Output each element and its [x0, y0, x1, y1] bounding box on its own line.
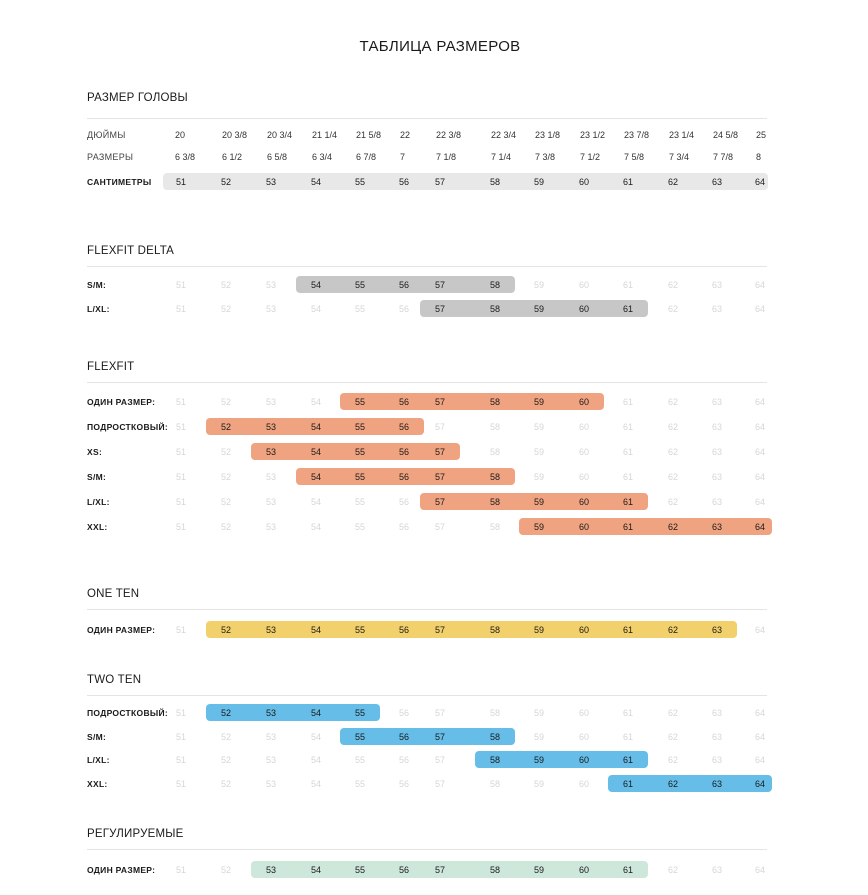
cell-size-5: 7: [400, 152, 406, 162]
row-label-delta-0: S/M:: [87, 280, 107, 290]
size-cell: 59: [533, 755, 545, 765]
size-cell: 64: [754, 472, 766, 482]
section-title-flexfit: FLEXFIT: [87, 361, 135, 373]
size-cell: 52: [220, 865, 232, 875]
size-cell: 53: [265, 497, 277, 507]
size-cell: 52: [220, 708, 232, 718]
size-cell: 54: [310, 472, 322, 482]
size-cell: 57: [434, 397, 446, 407]
size-cell: 61: [622, 280, 634, 290]
cell-size-7: 7 1/4: [491, 152, 512, 162]
size-cell: 54: [310, 447, 322, 457]
size-cell: 64: [754, 865, 766, 875]
size-cell: 59: [533, 778, 545, 789]
size-cell: 56: [398, 472, 410, 482]
size-cell: 51: [175, 778, 187, 789]
size-cell: 55: [354, 422, 366, 432]
size-cell: 64: [754, 708, 766, 718]
size-cell: 61: [622, 497, 634, 507]
size-cell: 53: [265, 472, 277, 482]
section-divider: [87, 118, 767, 119]
size-cell: 62: [667, 708, 679, 718]
size-cell: 63: [711, 865, 723, 875]
size-cell: 60: [578, 625, 590, 635]
size-cell: 59: [533, 280, 545, 290]
size-cell: 52: [220, 778, 232, 789]
cell-size-12: 7 7/8: [713, 152, 734, 162]
size-cell: 64: [754, 778, 766, 789]
size-cell: 58: [489, 304, 501, 314]
size-cell: 60: [578, 422, 590, 432]
size-cell: 64: [754, 447, 766, 457]
size-cell: 61: [622, 755, 634, 765]
size-cell: 51: [175, 522, 187, 532]
size-cell: 58: [489, 755, 501, 765]
size-cell: 56: [398, 497, 410, 507]
size-cell: 64: [754, 731, 766, 742]
size-cell: 60: [578, 397, 590, 407]
size-cell: 64: [754, 625, 766, 635]
size-cell: 58: [489, 447, 501, 457]
size-cell: 54: [310, 397, 322, 407]
size-cell: 63: [711, 708, 723, 718]
size-cell: 60: [578, 472, 590, 482]
size-cell: 59: [533, 447, 545, 457]
size-cell: 54: [310, 625, 322, 635]
size-cell: 52: [220, 731, 232, 742]
cell-size-11: 7 3/4: [669, 152, 690, 162]
cell-inch-3: 21 1/4: [312, 130, 338, 140]
cm-cell: 54: [310, 177, 322, 187]
size-cell: 57: [434, 865, 446, 875]
row-label-inches: ДЮЙМЫ: [87, 130, 126, 140]
size-cell: 57: [434, 731, 446, 742]
size-cell: 61: [622, 522, 634, 532]
cell-size-2: 6 5/8: [267, 152, 288, 162]
size-cell: 58: [489, 497, 501, 507]
size-cell: 55: [354, 708, 366, 718]
size-cell: 56: [398, 865, 410, 875]
size-cell: 59: [533, 497, 545, 507]
cell-inch-10: 23 7/8: [624, 130, 650, 140]
size-cell: 59: [533, 731, 545, 742]
fit-band-twoten-1: [340, 728, 515, 745]
size-cell: 63: [711, 755, 723, 765]
fit-band-flexfit-0: [340, 393, 604, 410]
size-cell: 59: [533, 708, 545, 718]
size-cell: 51: [175, 397, 187, 407]
cell-size-6: 7 1/8: [436, 152, 457, 162]
size-cell: 59: [533, 522, 545, 532]
size-cell: 51: [175, 865, 187, 875]
cm-cell: 60: [578, 177, 590, 187]
page-title: ТАБЛИЦА РАЗМЕРОВ: [359, 38, 521, 55]
cell-inch-7: 22 3/4: [491, 130, 517, 140]
size-cell: 61: [622, 731, 634, 742]
fit-band-flexfit-5: [519, 518, 772, 535]
cell-size-10: 7 5/8: [624, 152, 645, 162]
cell-inch-6: 22 3/8: [436, 130, 462, 140]
row-label-flexfit-4: L/XL:: [87, 497, 110, 507]
size-cell: 64: [754, 280, 766, 290]
cm-cell: 63: [711, 177, 723, 187]
size-cell: 61: [622, 472, 634, 482]
size-cell: 55: [354, 472, 366, 482]
cm-cell: 58: [489, 177, 501, 187]
cell-size-3: 6 3/4: [312, 152, 333, 162]
size-cell: 59: [533, 625, 545, 635]
size-cell: 56: [398, 397, 410, 407]
cell-inch-12: 24 5/8: [713, 130, 739, 140]
row-label-oneten-0: ОДИН РАЗМЕР:: [87, 625, 156, 635]
cell-size-1: 6 1/2: [222, 152, 243, 162]
size-cell: 63: [711, 522, 723, 532]
cm-cell: 51: [175, 177, 187, 187]
size-cell: 53: [265, 304, 277, 314]
row-label-centimeters: САНТИМЕТРЫ: [87, 177, 152, 187]
cell-inch-1: 20 3/8: [222, 130, 248, 140]
size-cell: 63: [711, 422, 723, 432]
size-cell: 54: [310, 280, 322, 290]
size-cell: 62: [667, 778, 679, 789]
size-cell: 57: [434, 497, 446, 507]
size-cell: 57: [434, 422, 446, 432]
row-label-twoten-2: L/XL:: [87, 755, 110, 765]
size-cell: 52: [220, 280, 232, 290]
size-cell: 53: [265, 708, 277, 718]
size-cell: 62: [667, 755, 679, 765]
size-cell: 63: [711, 778, 723, 789]
size-cell: 55: [354, 280, 366, 290]
size-cell: 55: [354, 865, 366, 875]
size-cell: 58: [489, 522, 501, 532]
size-cell: 62: [667, 625, 679, 635]
size-cell: 57: [434, 280, 446, 290]
size-cell: 63: [711, 472, 723, 482]
size-cell: 53: [265, 778, 277, 789]
cm-cell: 62: [667, 177, 679, 187]
size-cell: 63: [711, 397, 723, 407]
size-cell: 56: [398, 778, 410, 789]
cell-size-13: 8: [756, 152, 762, 162]
size-cell: 53: [265, 625, 277, 635]
size-cell: 55: [354, 625, 366, 635]
size-cell: 55: [354, 497, 366, 507]
size-cell: 57: [434, 778, 446, 789]
cell-inch-11: 23 1/4: [669, 130, 695, 140]
size-cell: 60: [578, 447, 590, 457]
size-cell: 59: [533, 304, 545, 314]
cell-inch-13: 25: [756, 130, 767, 140]
cm-cell: 56: [398, 177, 410, 187]
size-cell: 62: [667, 472, 679, 482]
size-cell: 58: [489, 422, 501, 432]
cell-inch-2: 20 3/4: [267, 130, 293, 140]
section-title-head-size: РАЗМЕР ГОЛОВЫ: [87, 92, 188, 104]
size-cell: 61: [622, 865, 634, 875]
size-cell: 57: [434, 304, 446, 314]
size-cell: 54: [310, 778, 322, 789]
size-cell: 60: [578, 731, 590, 742]
row-label-adjustable-0: ОДИН РАЗМЕР:: [87, 865, 156, 875]
cell-size-9: 7 1/2: [580, 152, 601, 162]
section-title-adjustable: РЕГУЛИРУЕМЫЕ: [87, 828, 184, 840]
size-cell: 54: [310, 522, 322, 532]
size-cell: 61: [622, 304, 634, 314]
row-label-flexfit-0: ОДИН РАЗМЕР:: [87, 397, 156, 407]
section-title-twoten: TWO TEN: [87, 674, 142, 686]
size-cell: 60: [578, 280, 590, 290]
size-cell: 64: [754, 397, 766, 407]
size-cell: 53: [265, 280, 277, 290]
size-cell: 53: [265, 522, 277, 532]
size-cell: 51: [175, 755, 187, 765]
size-cell: 52: [220, 447, 232, 457]
size-cell: 51: [175, 280, 187, 290]
size-cell: 52: [220, 397, 232, 407]
size-cell: 51: [175, 304, 187, 314]
size-cell: 57: [434, 708, 446, 718]
size-cell: 58: [489, 625, 501, 635]
cm-cell: 55: [354, 177, 366, 187]
size-cell: 61: [622, 625, 634, 635]
cm-cell: 59: [533, 177, 545, 187]
size-cell: 62: [667, 522, 679, 532]
size-cell: 54: [310, 755, 322, 765]
size-cell: 60: [578, 708, 590, 718]
size-cell: 55: [354, 778, 366, 789]
fit-band-twoten-0: [206, 704, 380, 721]
size-cell: 57: [434, 472, 446, 482]
size-cell: 51: [175, 472, 187, 482]
size-cell: 64: [754, 522, 766, 532]
size-cell: 53: [265, 865, 277, 875]
section-title-delta: FLEXFIT DELTA: [87, 245, 174, 257]
size-cell: 54: [310, 304, 322, 314]
cell-inch-9: 23 1/2: [580, 130, 606, 140]
section-divider-oneten: [87, 609, 767, 610]
size-cell: 63: [711, 304, 723, 314]
section-divider-twoten: [87, 695, 767, 696]
size-cell: 56: [398, 304, 410, 314]
size-cell: 58: [489, 397, 501, 407]
size-cell: 59: [533, 865, 545, 875]
size-cell: 54: [310, 731, 322, 742]
section-divider-flexfit: [87, 382, 767, 383]
size-cell: 60: [578, 522, 590, 532]
row-label-delta-1: L/XL:: [87, 304, 110, 314]
size-cell: 52: [220, 755, 232, 765]
size-cell: 59: [533, 397, 545, 407]
size-cell: 62: [667, 497, 679, 507]
row-label-flexfit-2: XS:: [87, 447, 103, 457]
cell-inch-5: 22: [400, 130, 411, 140]
size-cell: 54: [310, 422, 322, 432]
size-cell: 58: [489, 708, 501, 718]
cell-size-8: 7 3/8: [535, 152, 556, 162]
size-cell: 62: [667, 304, 679, 314]
cell-inch-8: 23 1/8: [535, 130, 561, 140]
size-cell: 58: [489, 280, 501, 290]
size-cell: 56: [398, 625, 410, 635]
size-cell: 57: [434, 755, 446, 765]
size-cell: 59: [533, 472, 545, 482]
size-cell: 60: [578, 755, 590, 765]
row-label-flexfit-1: ПОДРОСТКОВЫЙ:: [87, 422, 169, 432]
size-cell: 61: [622, 447, 634, 457]
size-cell: 62: [667, 447, 679, 457]
row-label-flexfit-3: S/M:: [87, 472, 107, 482]
size-cell: 61: [622, 778, 634, 789]
size-cell: 63: [711, 625, 723, 635]
size-cell: 51: [175, 447, 187, 457]
size-cell: 56: [398, 280, 410, 290]
size-cell: 54: [310, 497, 322, 507]
size-cell: 56: [398, 522, 410, 532]
cm-cell: 53: [265, 177, 277, 187]
size-cell: 60: [578, 304, 590, 314]
size-cell: 64: [754, 497, 766, 507]
row-label-twoten-1: S/M:: [87, 731, 107, 742]
size-cell: 58: [489, 865, 501, 875]
size-cell: 62: [667, 397, 679, 407]
size-cell: 53: [265, 447, 277, 457]
cm-cell: 61: [622, 177, 634, 187]
size-cell: 56: [398, 731, 410, 742]
size-cell: 59: [533, 422, 545, 432]
size-cell: 56: [398, 708, 410, 718]
size-cell: 51: [175, 731, 187, 742]
size-cell: 55: [354, 522, 366, 532]
size-cell: 52: [220, 422, 232, 432]
cell-size-0: 6 3/8: [175, 152, 196, 162]
size-cell: 55: [354, 447, 366, 457]
size-cell: 57: [434, 625, 446, 635]
size-cell: 53: [265, 397, 277, 407]
size-cell: 63: [711, 731, 723, 742]
size-cell: 51: [175, 708, 187, 718]
cm-cell: 57: [434, 177, 446, 187]
size-cell: 56: [398, 447, 410, 457]
row-label-flexfit-5: XXL:: [87, 522, 108, 532]
size-cell: 64: [754, 422, 766, 432]
size-cell: 55: [354, 397, 366, 407]
size-cell: 54: [310, 865, 322, 875]
size-cell: 52: [220, 522, 232, 532]
cm-cell: 64: [754, 177, 766, 187]
size-cell: 61: [622, 708, 634, 718]
size-cell: 51: [175, 497, 187, 507]
row-label-sizes: РАЗМЕРЫ: [87, 152, 134, 162]
size-cell: 62: [667, 422, 679, 432]
section-title-oneten: ONE TEN: [87, 588, 140, 600]
cm-cell: 52: [220, 177, 232, 187]
size-cell: 63: [711, 497, 723, 507]
size-cell: 54: [310, 708, 322, 718]
size-cell: 63: [711, 280, 723, 290]
size-cell: 53: [265, 422, 277, 432]
size-cell: 58: [489, 778, 501, 789]
size-cell: 62: [667, 280, 679, 290]
row-label-twoten-3: XXL:: [87, 778, 108, 789]
size-cell: 62: [667, 731, 679, 742]
size-cell: 55: [354, 304, 366, 314]
size-cell: 52: [220, 497, 232, 507]
cell-inch-0: 20: [175, 130, 186, 140]
size-cell: 58: [489, 472, 501, 482]
size-cell: 56: [398, 755, 410, 765]
size-cell: 51: [175, 422, 187, 432]
size-cell: 52: [220, 472, 232, 482]
section-divider-delta: [87, 266, 767, 267]
size-cell: 57: [434, 522, 446, 532]
size-cell: 60: [578, 865, 590, 875]
size-cell: 53: [265, 755, 277, 765]
size-cell: 52: [220, 625, 232, 635]
size-cell: 61: [622, 397, 634, 407]
cell-inch-4: 21 5/8: [356, 130, 382, 140]
size-cell: 52: [220, 304, 232, 314]
size-cell: 56: [398, 422, 410, 432]
size-cell: 64: [754, 304, 766, 314]
size-cell: 61: [622, 422, 634, 432]
row-label-twoten-0: ПОДРОСТКОВЫЙ:: [87, 708, 169, 718]
size-cell: 63: [711, 447, 723, 457]
size-cell: 53: [265, 731, 277, 742]
size-cell: 51: [175, 625, 187, 635]
size-cell: 57: [434, 447, 446, 457]
size-cell: 55: [354, 731, 366, 742]
size-cell: 60: [578, 497, 590, 507]
section-divider-adjustable: [87, 849, 767, 850]
size-cell: 58: [489, 731, 501, 742]
fit-band-oneten-0: [206, 621, 737, 638]
cell-size-4: 6 7/8: [356, 152, 377, 162]
size-cell: 55: [354, 755, 366, 765]
size-cell: 62: [667, 865, 679, 875]
size-cell: 64: [754, 755, 766, 765]
size-cell: 60: [578, 778, 590, 789]
